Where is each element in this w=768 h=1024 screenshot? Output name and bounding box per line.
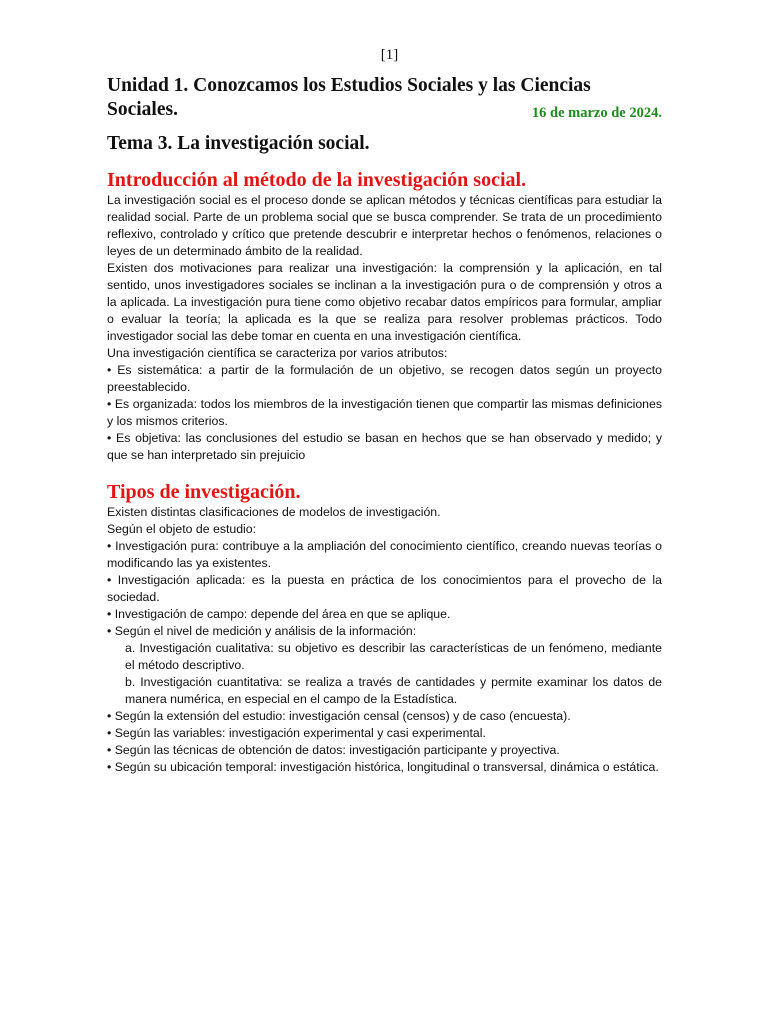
document-page: [107, 46, 662, 776]
bullet-item: • Investigación de campo: depende del área en que se aplique.: [107, 607, 451, 621]
section-types-body: [107, 504, 662, 776]
bullet-item: • Es sistemática: a partir de la formulación de un objetivo, se recogen datos según un proyecto preestablecido.: [107, 363, 662, 394]
sub-item: b. Investigación cuantitativa: se realiza a través de cantidades y permite examinar los datos de manera numérica, en especial en el campo de la Estadística.: [125, 675, 662, 706]
bullet-item: • Según su ubicación temporal: investigación histórica, longitudinal o transversal, dinámica o estática.: [107, 760, 659, 774]
sub-item: a. Investigación cualitativa: su objetivo es describir las características de un fenómeno, mediante el método descriptivo.: [125, 641, 662, 672]
unit-title-line-1: Unidad 1. Conozcamos los Estudios Sociales y las Ciencias: [107, 75, 591, 96]
document-date: 16 de marzo de 2024.: [531, 105, 662, 121]
section-heading-introduction: Introducción al método de la investigación social.: [107, 169, 527, 191]
unit-title-line-2: Sociales.: [107, 99, 178, 120]
paragraph: La investigación social es el proceso donde se aplican métodos y técnicas científicas para estudiar la realidad social. Parte de un problema social que se busca comprender. Se trata de un procedimiento reflexivo, controlado y crítico que pretende descubrir e interpretar hechos o fenómenos, relaciones o leyes de un determinado ámbito de la realidad.: [107, 193, 662, 258]
page-number: [1]: [380, 47, 399, 63]
bullet-item: • Investigación aplicada: es la puesta en práctica de los conocimientos para el provecho de la sociedad.: [107, 573, 662, 604]
paragraph: Existen distintas clasificaciones de modelos de investigación.: [107, 505, 441, 519]
bullet-item: • Es objetiva: las conclusiones del estudio se basan en hechos que se han observado y medido; y que se han interpretado sin prejuicio: [107, 431, 662, 462]
bullet-item: • Es organizada: todos los miembros de la investigación tienen que compartir las mismas definiciones y los mismos criterios.: [107, 397, 662, 428]
bullet-item: • Según las técnicas de obtención de datos: investigación participante y proyectiva.: [107, 743, 560, 757]
paragraph: Según el objeto de estudio:: [107, 522, 257, 536]
topic-title: Tema 3. La investigación social.: [107, 133, 370, 154]
bullet-item: • Según las variables: investigación experimental y casi experimental.: [107, 726, 486, 740]
section-introduction-body: [107, 192, 662, 464]
unit-title: [107, 74, 662, 122]
bullet-item: • Según la extensión del estudio: investigación censal (censos) y de caso (encuesta).: [107, 709, 571, 723]
section-heading-types: Tipos de investigación.: [107, 481, 301, 503]
paragraph: Existen dos motivaciones para realizar una investigación: la comprensión y la aplicación, en tal sentido, unos investigadores sociales se inclinan a la investigación pura o de comprensión y otros a la aplicada. La investigación pura tiene como objetivo recabar datos empíricos para formular, ampliar o evaluar la teoría; la aplicada es la que se realiza para resolver problemas prácticos. Todo investigador social las debe tomar en cuenta en una investigación científica.: [107, 261, 662, 343]
paragraph: Una investigación científica se caracteriza por varios atributos:: [107, 346, 448, 360]
bullet-item: • Investigación pura: contribuye a la ampliación del conocimiento científico, creando nuevas teorías o modificando las ya existentes.: [107, 539, 662, 570]
bullet-item: • Según el nivel de medición y análisis de la información:: [107, 624, 417, 638]
